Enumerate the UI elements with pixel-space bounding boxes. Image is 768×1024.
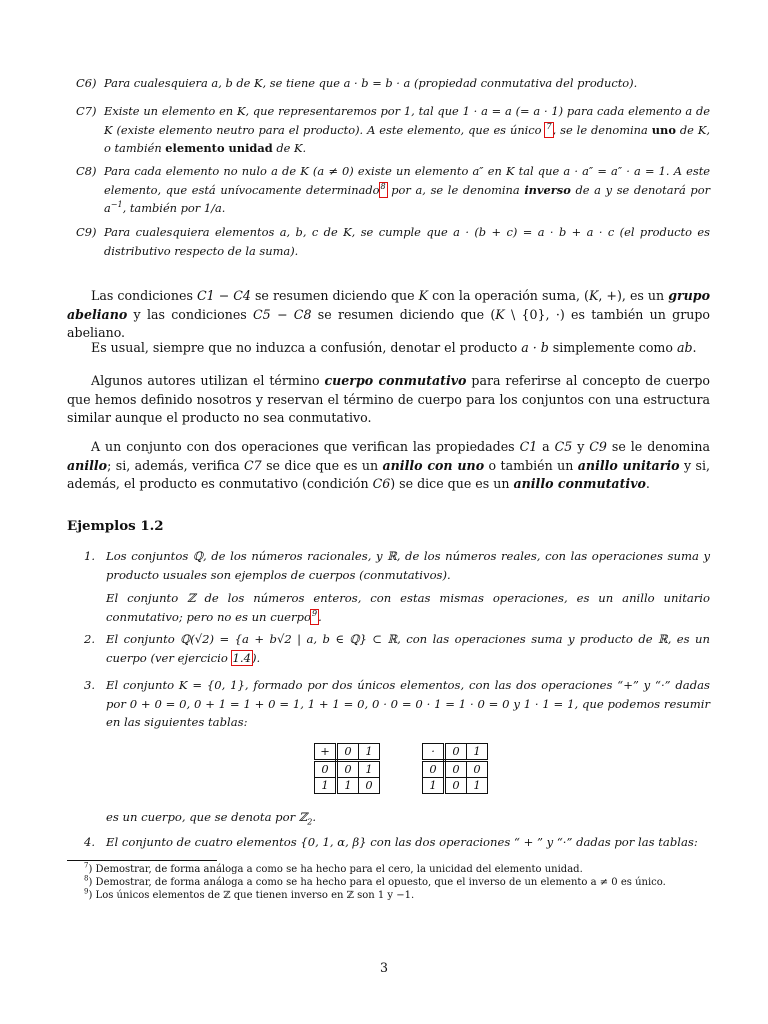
footnote-7: $^7$) Demostrar, de forma análoga a como se ha hecho para el cero, la unicidad del elemento unidad. — [84, 861, 583, 875]
footnote-ref-7[interactable]: 7 — [545, 123, 552, 137]
condition-c6 — [76, 74, 710, 93]
example-1-subparagraph: El conjunto ℤ de los números enteros, con estas mismas operaciones, es un anillo unitario conmutativo; pero no es un cuerpo$^9$. — [106, 591, 710, 624]
page-number: 3 — [379, 960, 388, 975]
example-text: El conjunto ℚ(√2) = {a + b√2 | a, b ∈ ℚ} ⊂ ℝ, con las operaciones suma y producto de ℝ, es un cuerpo (ver ejercicio 1.4). — [106, 632, 710, 665]
term-anillo-unitario: anillo unitario — [577, 457, 680, 473]
table-cell: 0 — [445, 744, 467, 761]
table-cell: 0 — [467, 761, 488, 778]
table-cell: · — [423, 744, 445, 761]
paragraph-anillo: A un conjunto con dos operaciones que verifican las propiedades C1 a C5 y C9 se le denomina anillo; si, además, verifica C7 se dice que es un anillo con uno o también un anillo unitario y si, además, el producto es conmutativo (condición C6) se dice que es un anillo conmutativo. — [67, 439, 710, 491]
example-number: 2. — [84, 632, 96, 646]
condition-label: C8) — [76, 164, 97, 178]
term-cuerpo-conmutativo: cuerpo conmutativo — [324, 373, 467, 388]
term-grupo-abeliano: grupo abeliano — [67, 288, 710, 322]
table-cell: 0 — [445, 761, 467, 778]
footnote-8: $^8$) Demostrar, de forma análoga a como se ha hecho para el opuesto, que el inverso de un elemento a ≠ 0 es único. — [84, 874, 666, 888]
paragraph-grupo-abeliano: Las condiciones C1 − C4 se resumen diciendo que K con la operación suma, (K, +), es un grupo abeliano y las condiciones C5 − C8 se resumen diciendo que (K \ {0}, ·) es también un grupo abeliano. — [67, 288, 710, 340]
term-uno: uno — [651, 122, 676, 137]
condition-label: C6) — [76, 76, 97, 90]
footnote-ref-9[interactable]: 9 — [311, 610, 318, 624]
example-4 — [84, 833, 710, 852]
condition-c8 — [76, 162, 710, 218]
section-heading: Ejemplos 1.2 — [67, 518, 164, 534]
example-number: 4. — [84, 835, 96, 849]
term-anillo-con-uno: anillo con uno — [382, 457, 485, 473]
condition-c7 — [76, 102, 710, 158]
sum-table — [314, 743, 380, 794]
product-table — [422, 743, 488, 794]
table-cell: 0 — [445, 778, 467, 794]
condition-c9 — [76, 223, 710, 260]
term-inverso: inverso — [524, 182, 571, 197]
example-text: El conjunto K = {0, 1}, formado por dos únicos elementos, con las dos operaciones “+” y “·” dadas por 0 + 0 = 0, 0 + 1 = 1 + 0 = 1, 1 + 1 = 0, 0 · 0 = 0 · 1 = 1 · 0 = 0 y 1 · 1 = 1, que podemos resumir en las siguientes tablas: — [106, 678, 710, 729]
table-cell: 0 — [315, 761, 337, 778]
table-cell: 1 — [359, 744, 380, 761]
exercise-link-1-4[interactable]: 1.4 — [232, 650, 251, 665]
footnote-rule — [67, 860, 217, 861]
term-anillo-conmutativo: anillo conmutativo — [513, 476, 646, 491]
term-anillo: anillo — [67, 457, 108, 473]
table-cell: 1 — [337, 778, 359, 794]
term-elemento-unidad: elemento unidad — [165, 141, 273, 155]
example-text: El conjunto de cuatro elementos {0, 1, α, β} con las dos operaciones “ + ” y “·” dadas por las tablas: — [106, 835, 698, 849]
table-cell: 1 — [359, 761, 380, 778]
example-3-conclusion: es un cuerpo, que se denota por ℤ$_2$. — [106, 810, 317, 827]
condition-text: Para cualesquiera elementos a, b, c de K, se cumple que a · (b + c) = a · b + a · c (el producto es distributivo respecto de la suma). — [104, 225, 710, 258]
condition-text: Para cualesquiera a, b de K, se tiene que a · b = b · a (propiedad conmutativa del producto). — [104, 76, 638, 90]
table-cell: 1 — [315, 778, 337, 794]
table-cell: 1 — [467, 744, 488, 761]
table-cell: 1 — [423, 778, 445, 794]
table-cell: + — [315, 744, 337, 761]
example-number: 3. — [84, 678, 96, 692]
table-cell: 0 — [359, 778, 380, 794]
paragraph-cuerpo-conmutativo: Algunos autores utilizan el término cuerpo conmutativo para referirse al concepto de cuerpo que hemos definido nosotros y reservan el término de cuerpo para los conjuntos con una estructura similar aunque el producto no sea conmutativo. — [67, 373, 710, 425]
table-cell: 0 — [423, 761, 445, 778]
table-cell: 0 — [337, 744, 359, 761]
paragraph-notacion-producto: Es usual, siempre que no induzca a confusión, denotar el producto a · b simplemente como ab. — [91, 340, 697, 355]
example-number: 1. — [84, 549, 96, 563]
example-3 — [84, 676, 710, 732]
table-cell: 1 — [467, 778, 488, 794]
condition-label: C9) — [76, 225, 97, 239]
footnote-9: $^9$) Los únicos elementos de ℤ que tienen inverso en ℤ son 1 y −1. — [84, 887, 415, 901]
condition-text: Existe un elemento en K, que representaremos por 1, tal que 1 · a = a (= a · 1) para cada elemento a de K (existe elemento neutro para el producto). A este elemento, que es único $^7$, se le denomina uno de K, o también elemento unidad de K. — [104, 104, 711, 155]
condition-text: Para cada elemento no nulo a de K (a ≠ 0) existe un elemento a″ en K tal que a · a″ = a″ · a = 1. A este elemento, que está unívocamente determinado$^8$ por a, se le denomina inverso de a y se denotará por $a^{-1}$, también por 1/a. — [104, 164, 711, 215]
table-cell: 0 — [337, 761, 359, 778]
example-2 — [84, 630, 710, 667]
example-text: Los conjuntos ℚ, de los números racionales, y ℝ, de los números reales, con las operaciones suma y producto usuales son ejemplos de cuerpos (conmutativos). — [106, 549, 710, 582]
condition-label: C7) — [76, 104, 97, 118]
example-1 — [84, 547, 710, 584]
footnote-ref-8[interactable]: 8 — [380, 183, 387, 197]
